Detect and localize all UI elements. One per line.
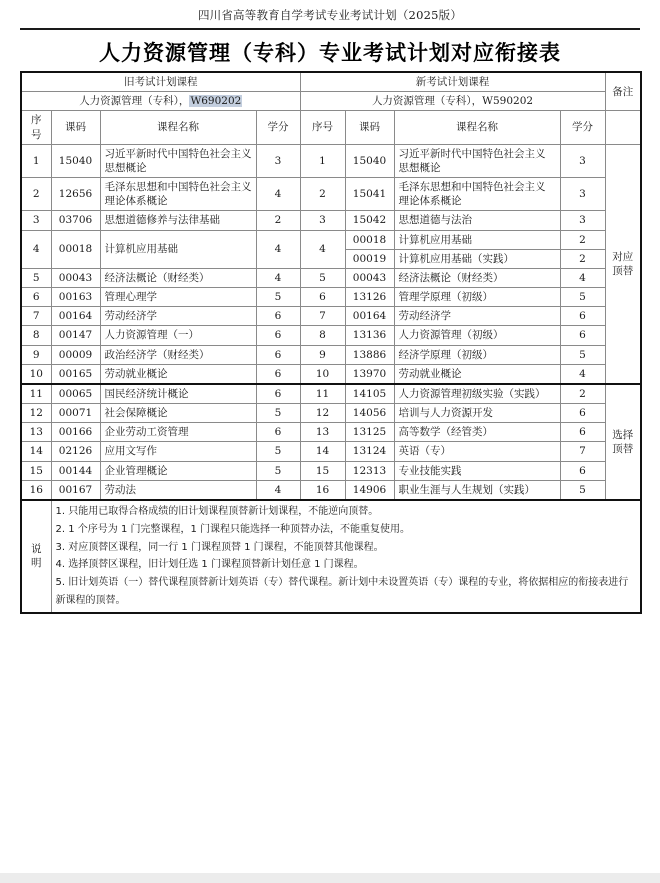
old-credit: 5 xyxy=(256,442,300,461)
new-code: 13970 xyxy=(345,364,394,384)
old-name: 人力资源管理（一） xyxy=(100,326,256,345)
course-mapping-table xyxy=(20,71,642,614)
old-name: 毛泽东思想和中国特色社会主义理论体系概论 xyxy=(100,178,256,211)
new-name: 人力资源管理（初级） xyxy=(394,326,560,345)
old-code: 00065 xyxy=(51,384,100,404)
table-row xyxy=(21,461,641,480)
new-seq: 11 xyxy=(300,384,345,404)
remark-corresponding xyxy=(605,144,641,384)
old-code: 03706 xyxy=(51,211,100,230)
old-code: 00164 xyxy=(51,307,100,326)
old-name: 经济法概论（财经类） xyxy=(100,268,256,287)
new-credit: 5 xyxy=(560,345,605,364)
table-body xyxy=(21,72,641,613)
col-old-credit: 学分 xyxy=(256,111,300,144)
old-code: 00166 xyxy=(51,423,100,442)
old-code: 00018 xyxy=(51,230,100,268)
col-old-seq: 序号 xyxy=(21,111,51,144)
old-seq: 5 xyxy=(21,268,51,287)
new-seq: 7 xyxy=(300,307,345,326)
old-seq: 1 xyxy=(21,144,51,177)
old-name: 企业管理概论 xyxy=(100,461,256,480)
note-item: 1. 只能用已取得合格成绩的旧计划课程顶替新计划课程，不能逆向顶替。 xyxy=(55,505,379,517)
old-major-code-highlight: W690202 xyxy=(190,95,242,108)
old-seq: 3 xyxy=(21,211,51,230)
new-credit: 2 xyxy=(560,384,605,404)
old-seq: 8 xyxy=(21,326,51,345)
new-seq: 10 xyxy=(300,364,345,384)
header-rule xyxy=(20,28,640,30)
new-code: 14056 xyxy=(345,404,394,423)
old-name: 计算机应用基础 xyxy=(100,230,256,268)
old-seq: 9 xyxy=(21,345,51,364)
old-code: 00144 xyxy=(51,461,100,480)
new-credit: 6 xyxy=(560,423,605,442)
old-seq: 15 xyxy=(21,461,51,480)
column-header-row xyxy=(21,111,641,144)
old-code: 00009 xyxy=(51,345,100,364)
old-major-prefix: 人力资源管理（专科）， xyxy=(79,95,190,108)
old-seq: 4 xyxy=(21,230,51,268)
old-seq: 2 xyxy=(21,178,51,211)
old-credit: 4 xyxy=(256,480,300,500)
new-credit: 3 xyxy=(560,178,605,211)
new-code: 13124 xyxy=(345,442,394,461)
old-seq: 7 xyxy=(21,307,51,326)
new-seq: 14 xyxy=(300,442,345,461)
new-credit: 6 xyxy=(560,461,605,480)
new-name: 英语（专） xyxy=(394,442,560,461)
major-header-row xyxy=(21,92,641,111)
table-row xyxy=(21,230,641,249)
col-new-seq: 序号 xyxy=(300,111,345,144)
new-name: 毛泽东思想和中国特色社会主义理论体系概论 xyxy=(394,178,560,211)
old-credit: 6 xyxy=(256,384,300,404)
new-name: 劳动经济学 xyxy=(394,307,560,326)
new-credit: 5 xyxy=(560,480,605,500)
old-seq: 11 xyxy=(21,384,51,404)
notes-row xyxy=(21,500,641,613)
remark-column-header: 备注 xyxy=(605,72,641,111)
table-row xyxy=(21,307,641,326)
notes-label-line-2: 明 xyxy=(31,557,42,570)
new-code: 00018 xyxy=(345,230,394,249)
old-name: 政治经济学（财经类） xyxy=(100,345,256,364)
new-name: 高等数学（经管类） xyxy=(394,423,560,442)
table-row xyxy=(21,178,641,211)
new-seq: 4 xyxy=(300,230,345,268)
old-name: 管理心理学 xyxy=(100,288,256,307)
remark-line-1: 选择 xyxy=(612,428,634,441)
table-row xyxy=(21,364,641,384)
group-header-old: 旧考试计划课程 xyxy=(21,72,300,92)
new-seq: 13 xyxy=(300,423,345,442)
table-row xyxy=(21,442,641,461)
new-credit: 6 xyxy=(560,404,605,423)
old-credit: 4 xyxy=(256,230,300,268)
new-code: 00043 xyxy=(345,268,394,287)
old-name: 应用文写作 xyxy=(100,442,256,461)
remark-line-1: 对应 xyxy=(612,250,634,263)
old-credit: 5 xyxy=(256,404,300,423)
new-code: 13126 xyxy=(345,288,394,307)
new-name: 培训与人力资源开发 xyxy=(394,404,560,423)
new-name: 思想道德与法治 xyxy=(394,211,560,230)
old-major-cell xyxy=(21,92,300,111)
old-seq: 13 xyxy=(21,423,51,442)
document-header-line: 四川省高等教育自学考试专业考试计划（2025版） xyxy=(197,8,463,22)
old-name: 习近平新时代中国特色社会主义思想概论 xyxy=(100,144,256,177)
col-new-code: 课码 xyxy=(345,111,394,144)
new-code: 00019 xyxy=(345,249,394,268)
old-credit: 5 xyxy=(256,461,300,480)
old-name: 思想道德修养与法律基础 xyxy=(100,211,256,230)
col-remark-spacer xyxy=(605,111,641,144)
notes-label-line-1: 说 xyxy=(31,543,42,556)
old-name: 劳动经济学 xyxy=(100,307,256,326)
new-code: 13136 xyxy=(345,326,394,345)
col-new-credit: 学分 xyxy=(560,111,605,144)
old-code: 00167 xyxy=(51,480,100,500)
new-name: 经济学原理（初级） xyxy=(394,345,560,364)
old-code: 00071 xyxy=(51,404,100,423)
col-old-name: 课程名称 xyxy=(100,111,256,144)
new-credit: 4 xyxy=(560,268,605,287)
notes-body xyxy=(51,500,641,613)
new-seq: 8 xyxy=(300,326,345,345)
old-credit: 6 xyxy=(256,364,300,384)
table-row xyxy=(21,211,641,230)
notes-label xyxy=(21,500,51,613)
new-credit: 3 xyxy=(560,211,605,230)
old-credit: 6 xyxy=(256,423,300,442)
note-item: 5. 旧计划英语（一）替代课程顶替新计划英语（专）替代课程。新计划中未设置英语（专）课程的专业，将依据相应的衔接表进行新课程的顶替。 xyxy=(55,577,629,606)
old-credit: 6 xyxy=(256,326,300,345)
new-code: 15041 xyxy=(345,178,394,211)
old-name: 国民经济统计概论 xyxy=(100,384,256,404)
old-code: 15040 xyxy=(51,144,100,177)
new-credit: 7 xyxy=(560,442,605,461)
new-credit: 5 xyxy=(560,288,605,307)
old-credit: 6 xyxy=(256,307,300,326)
new-code: 14105 xyxy=(345,384,394,404)
table-row xyxy=(21,288,641,307)
new-name: 职业生涯与人生规划（实践） xyxy=(394,480,560,500)
new-name: 人力资源管理初级实验（实践） xyxy=(394,384,560,404)
new-name: 劳动就业概论 xyxy=(394,364,560,384)
new-name: 计算机应用基础 xyxy=(394,230,560,249)
old-name: 劳动法 xyxy=(100,480,256,500)
col-old-code: 课码 xyxy=(51,111,100,144)
note-item: 2. 1 个序号为 1 门完整课程，1 门课程只能选择一种顶替办法，不能重复使用。 xyxy=(55,523,411,535)
new-name: 专业技能实践 xyxy=(394,461,560,480)
table-row xyxy=(21,404,641,423)
new-code: 15042 xyxy=(345,211,394,230)
col-new-name: 课程名称 xyxy=(394,111,560,144)
new-code: 00164 xyxy=(345,307,394,326)
group-header-new: 新考试计划课程 xyxy=(300,72,605,92)
new-major-cell: 人力资源管理（专科），W590202 xyxy=(300,92,605,111)
bottom-strip xyxy=(0,873,660,883)
remark-optional xyxy=(605,384,641,500)
new-code: 15040 xyxy=(345,144,394,177)
remark-line-2: 顶替 xyxy=(612,442,634,455)
new-seq: 5 xyxy=(300,268,345,287)
old-name: 劳动就业概论 xyxy=(100,364,256,384)
new-credit: 6 xyxy=(560,326,605,345)
old-seq: 14 xyxy=(21,442,51,461)
new-credit: 3 xyxy=(560,144,605,177)
remark-line-2: 顶替 xyxy=(612,264,634,277)
new-code: 14906 xyxy=(345,480,394,500)
old-code: 00043 xyxy=(51,268,100,287)
new-name: 管理学原理（初级） xyxy=(394,288,560,307)
page-title: 人力资源管理（专科）专业考试计划对应衔接表 xyxy=(99,40,561,65)
old-code: 00163 xyxy=(51,288,100,307)
old-code: 02126 xyxy=(51,442,100,461)
old-code: 12656 xyxy=(51,178,100,211)
new-code: 13125 xyxy=(345,423,394,442)
new-seq: 1 xyxy=(300,144,345,177)
new-code: 13886 xyxy=(345,345,394,364)
old-seq: 12 xyxy=(21,404,51,423)
new-credit: 6 xyxy=(560,307,605,326)
new-code: 12313 xyxy=(345,461,394,480)
note-item: 4. 选择顶替区课程，旧计划任选 1 门课程顶替新计划任意 1 门课程。 xyxy=(55,559,364,571)
table-row xyxy=(21,423,641,442)
table-row xyxy=(21,268,641,287)
old-credit: 2 xyxy=(256,211,300,230)
table-row xyxy=(21,480,641,500)
new-name: 经济法概论（财经类） xyxy=(394,268,560,287)
new-seq: 12 xyxy=(300,404,345,423)
new-seq: 16 xyxy=(300,480,345,500)
old-credit: 4 xyxy=(256,178,300,211)
old-credit: 6 xyxy=(256,345,300,364)
new-name: 习近平新时代中国特色社会主义思想概论 xyxy=(394,144,560,177)
old-name: 社会保障概论 xyxy=(100,404,256,423)
new-credit: 2 xyxy=(560,230,605,249)
old-code: 00147 xyxy=(51,326,100,345)
new-seq: 9 xyxy=(300,345,345,364)
old-credit: 4 xyxy=(256,268,300,287)
new-credit: 4 xyxy=(560,364,605,384)
table-row xyxy=(21,384,641,404)
new-credit: 2 xyxy=(560,249,605,268)
old-credit: 3 xyxy=(256,144,300,177)
new-seq: 2 xyxy=(300,178,345,211)
new-seq: 6 xyxy=(300,288,345,307)
old-name: 企业劳动工资管理 xyxy=(100,423,256,442)
old-seq: 16 xyxy=(21,480,51,500)
new-name: 计算机应用基础（实践） xyxy=(394,249,560,268)
table-row xyxy=(21,345,641,364)
old-code: 00165 xyxy=(51,364,100,384)
old-seq: 10 xyxy=(21,364,51,384)
old-seq: 6 xyxy=(21,288,51,307)
new-seq: 15 xyxy=(300,461,345,480)
table-row xyxy=(21,326,641,345)
old-credit: 5 xyxy=(256,288,300,307)
table-row xyxy=(21,144,641,177)
group-header-row xyxy=(21,72,641,92)
new-seq: 3 xyxy=(300,211,345,230)
note-item: 3. 对应顶替区课程，同一行 1 门课程顶替 1 门课程，不能顶替其他课程。 xyxy=(55,541,384,553)
